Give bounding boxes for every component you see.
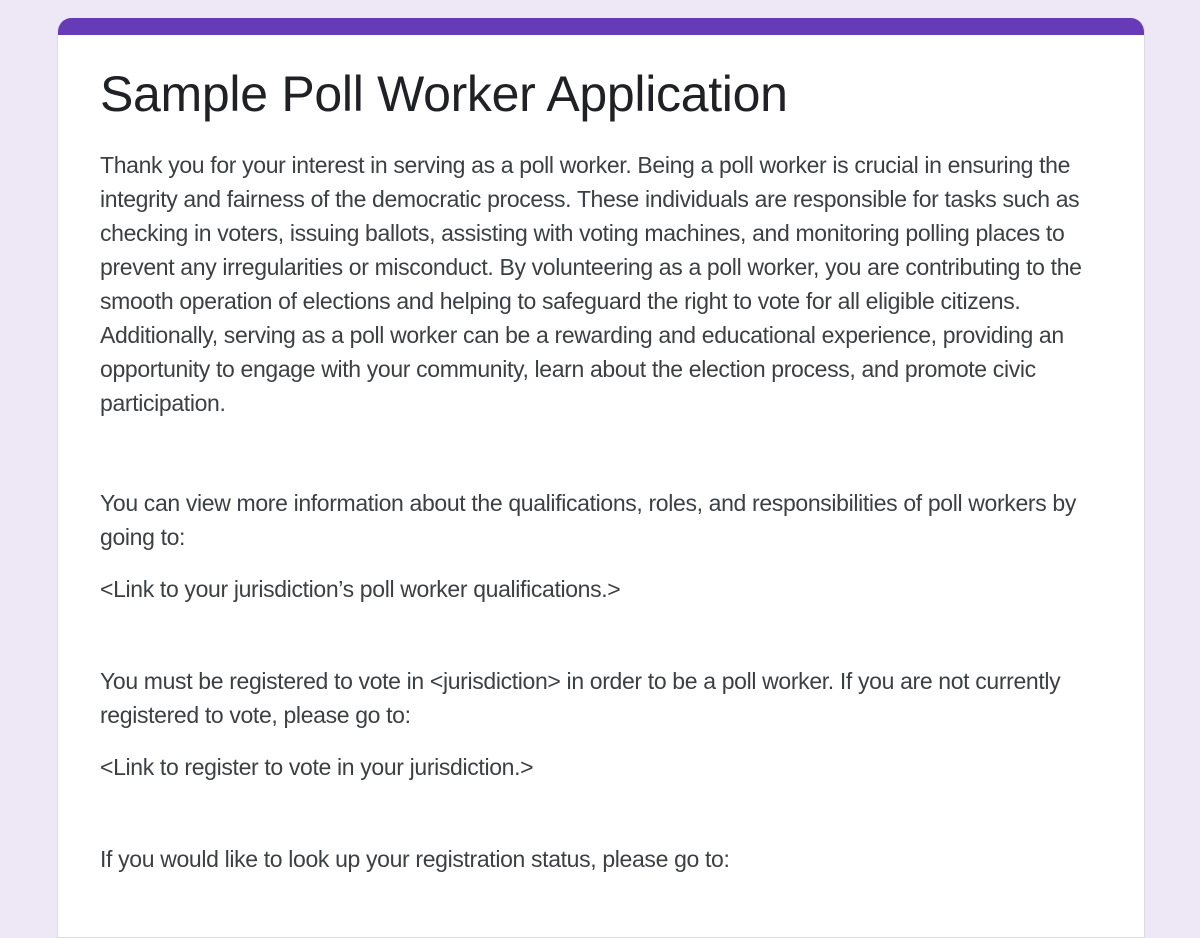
form-header-card (57, 18, 1145, 938)
registration-status-text: If you would like to look up your registration status, please go to: (100, 846, 730, 872)
form-title: Sample Poll Worker Application (100, 66, 788, 122)
form-description (100, 148, 1120, 876)
registration-link-placeholder: <Link to register to vote in your jurisdiction.> (100, 754, 534, 780)
qualifications-text: You can view more information about the qualifications, roles, and responsibilities of poll workers by going to: (100, 490, 1076, 550)
registration-text: You must be registered to vote in <jurisdiction> in order to be a poll worker. If you are not currently registered to vote, please go to: (100, 668, 1061, 728)
form-header-content (100, 62, 1120, 876)
form-accent-bar (58, 18, 1144, 35)
description-intro: Thank you for your interest in serving as a poll worker. Being a poll worker is crucial in ensuring the integrity and fairness of the democratic process. These individuals are responsible for tasks such as checking in voters, issuing ballots, assisting with voting machines, and monitoring polling places to prevent any irregularities or misconduct. By volunteering as a poll worker, you are contributing to the smooth operation of elections and helping to safeguard the right to vote for all eligible citizens. Additionally, serving as a poll worker can be a rewarding and educational experience, providing an opportunity to engage with your community, learn about the election process, and promote civic participation. (100, 152, 1082, 416)
qualifications-link-placeholder: <Link to your jurisdiction’s poll worker qualifications.> (100, 576, 621, 602)
